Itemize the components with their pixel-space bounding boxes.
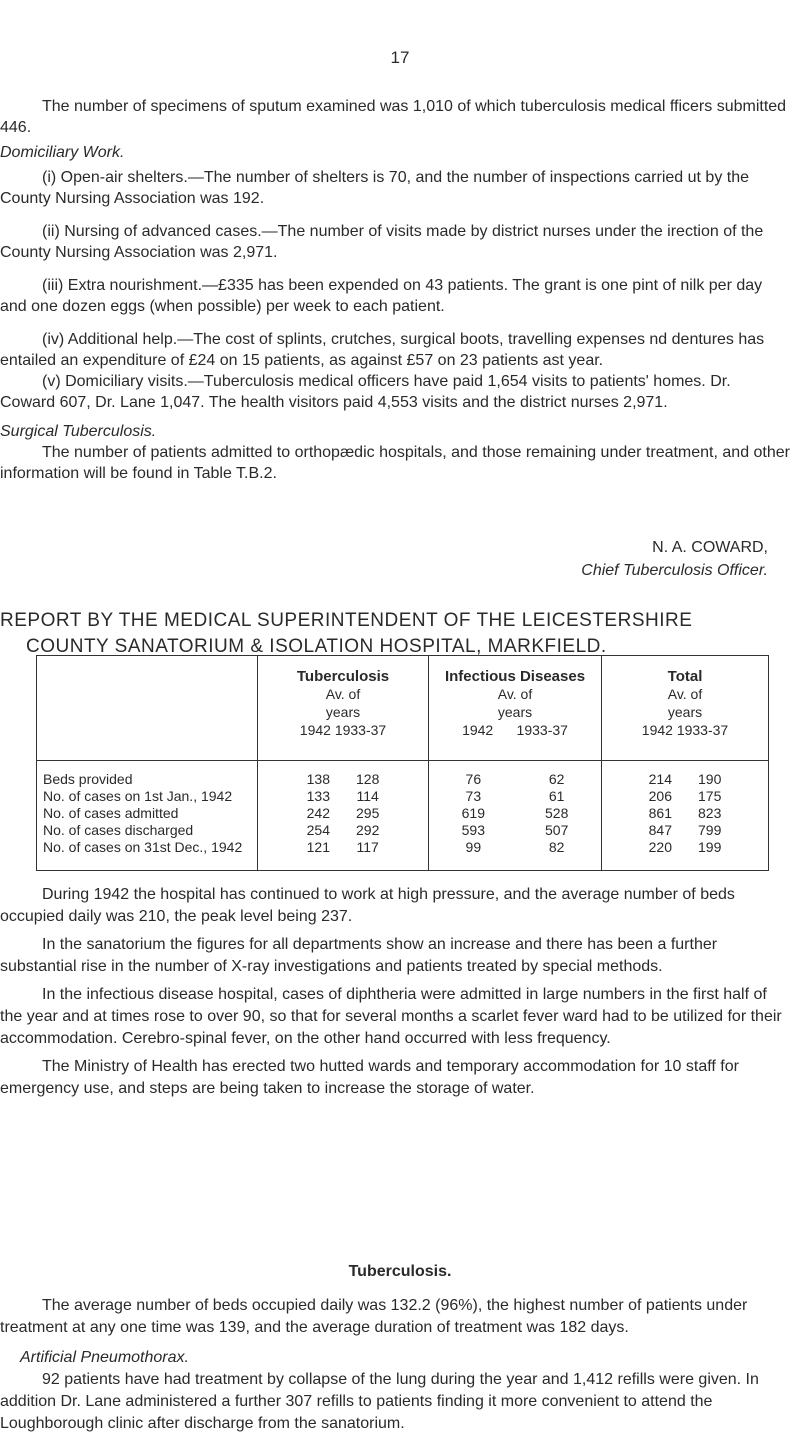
- header-sub: 1942 1933-37: [299, 722, 387, 738]
- table-cell: 823: [698, 805, 722, 821]
- table-cell: 847: [648, 822, 672, 838]
- paragraph-pneumothorax: 92 patients have had treatment by collapse of the lung during the year and 1,412 refills were given. In addition Dr. Lane administered a further 307 refills to patients finding it more convenient to attend the Loughborough clinic after discharge from the sanatorium.: [0, 1371, 759, 1432]
- row-label: No. of cases discharged: [43, 822, 194, 838]
- item-nourishment: (iii) Extra nourishment.—£335 has been expended on 43 patients. The grant is one pint of nilk per day and one dozen eggs (when possible) per week to each patient.: [0, 277, 763, 315]
- row-label: Beds provided: [43, 771, 133, 787]
- paragraph-ministry: The Ministry of Health has erected two hutted wards and temporary accommodation for 10 staff for emergency use, and steps are being taken to increase the storage of water.: [0, 1058, 739, 1097]
- row-label: No. of cases on 1st Jan., 1942: [43, 788, 233, 804]
- item-open-air: (i) Open-air shelters.—The number of shelters is 70, and the number of inspections carried ut by the County Nursing Association was 192.: [0, 169, 750, 207]
- table-cell: 73: [465, 788, 482, 804]
- lower-text-block: [0, 884, 790, 1100]
- table-cell: 593: [461, 822, 485, 838]
- infectious-values: [429, 761, 602, 871]
- heading-domiciliary: Domiciliary Work.: [0, 144, 125, 161]
- tuberculosis-values: [258, 761, 429, 871]
- table-cell: 292: [356, 822, 380, 838]
- report-title: [0, 608, 790, 660]
- table-header-blank: [37, 656, 258, 761]
- table-cell: 76: [465, 771, 482, 787]
- paragraph-tuberculosis: The average number of beds occupied daily was 132.2 (96%), the highest number of patients under treatment at any one time was 139, and the average duration of treatment was 182 days.: [0, 1297, 748, 1336]
- header-sub: Av. of: [667, 686, 703, 702]
- table-cell: 190: [698, 771, 722, 787]
- header-label: Infectious Diseases: [444, 668, 586, 685]
- heading-artificial-pneumothorax: Artificial Pneumothorax.: [20, 1349, 189, 1366]
- statistics-table: [36, 655, 769, 871]
- item-additional-help: (iv) Additional help.—The cost of splints, crutches, surgical boots, travelling expenses nd dentures has entailed an expenditure of £24 on 15 patients, as against £57 on 23 patients ast year.: [0, 331, 765, 369]
- table-cell: 117: [356, 839, 379, 855]
- table-cell: 114: [356, 788, 379, 804]
- header-sub: years: [497, 704, 533, 720]
- header-label: Tuberculosis: [296, 668, 390, 685]
- paragraph-sputum: The number of specimens of sputum examined was 1,010 of which tuberculosis medical fficers submitted 446.: [0, 98, 787, 136]
- header-sub: 1942 1933-37: [641, 722, 729, 738]
- table-cell: 133: [306, 788, 330, 804]
- tuberculosis-text-block: [0, 1295, 790, 1435]
- item-nursing: (ii) Nursing of advanced cases.—The number of visits made by district nurses under the irection of the County Nursing Association was 2,971.: [0, 223, 764, 261]
- table-cell: 242: [306, 805, 330, 821]
- header-infectious-diseases: [429, 656, 602, 761]
- header-sub: years: [667, 704, 703, 720]
- header-total: [602, 656, 769, 761]
- heading-tuberculosis: Tuberculosis.: [348, 1263, 452, 1280]
- signature-name: N. A. COWARD,: [652, 539, 768, 556]
- row-label: No. of cases on 31st Dec., 1942: [43, 839, 243, 855]
- header-sub: 1942 1933-37: [462, 722, 568, 738]
- header-sub: Av. of: [325, 686, 361, 702]
- table-body-row: [37, 761, 769, 871]
- table-cell: 82: [548, 839, 565, 855]
- table-cell: 61: [548, 788, 565, 804]
- header-tuberculosis: [258, 656, 429, 761]
- row-label: No. of cases admitted: [43, 805, 179, 821]
- paragraph-sanatorium: In the sanatorium the figures for all departments show an increase and there has been a further substantial rise in the number of X-ray investigations and patients treated by special methods.: [0, 936, 718, 975]
- table-cell: 619: [461, 805, 485, 821]
- header-sub: Av. of: [497, 686, 533, 702]
- table-cell: 214: [648, 771, 672, 787]
- table-cell: 206: [648, 788, 672, 804]
- paragraph-during-1942: During 1942 the hospital has continued to work at high pressure, and the average number of beds occupied daily was 210, the peak level being 237.: [0, 886, 735, 925]
- paragraph-surgical: The number of patients admitted to orthopædic hospitals, and those remaining under treatment, and other information will be found in Table T.B.2.: [0, 444, 790, 482]
- heading-surgical: Surgical Tuberculosis.: [0, 423, 157, 440]
- report-title-line2: COUNTY SANATORIUM & ISOLATION HOSPITAL, MARKFIELD.: [26, 636, 607, 657]
- table-cell: 199: [698, 839, 722, 855]
- table-cell: 128: [356, 771, 380, 787]
- table-header-row: [37, 656, 769, 761]
- paragraph-infectious: In the infectious disease hospital, cases of diphtheria were admitted in large numbers in the first half of the year and at times rose to over 90, so that for several months a scarlet fever ward had to be utilized for their accommodation. Cerebro-spinal fever, on the other hand occurred with less frequency.: [0, 986, 782, 1047]
- table-cell: 138: [306, 771, 330, 787]
- table-cell: 121: [306, 839, 330, 855]
- table-cell: 295: [356, 805, 380, 821]
- item-domiciliary-visits: (v) Domiciliary visits.—Tuberculosis medical officers have paid 1,654 visits to patients' homes. Dr. Coward 607, Dr. Lane 1,047. The health visitors paid 4,553 visits and the district nurses 2,971.: [0, 373, 731, 411]
- page-number: 17: [390, 48, 410, 67]
- table-cell: 220: [648, 839, 672, 855]
- report-title-line1: REPORT BY THE MEDICAL SUPERINTENDENT OF THE LEICESTERSHIRE: [0, 610, 693, 631]
- table-cell: 507: [545, 822, 569, 838]
- table-cell: 175: [698, 788, 722, 804]
- header-label: Total: [667, 668, 703, 685]
- table-cell: 254: [306, 822, 330, 838]
- table-cell: 799: [698, 822, 722, 838]
- upper-text-block: [0, 96, 790, 484]
- table-cell: 861: [648, 805, 672, 821]
- row-labels-cell: [37, 761, 258, 871]
- table-cell: 99: [465, 839, 482, 855]
- header-sub: years: [325, 704, 361, 720]
- signature-title: Chief Tuberculosis Officer.: [581, 562, 768, 579]
- total-values: [602, 761, 769, 871]
- table-cell: 528: [545, 805, 569, 821]
- table-cell: 62: [548, 771, 565, 787]
